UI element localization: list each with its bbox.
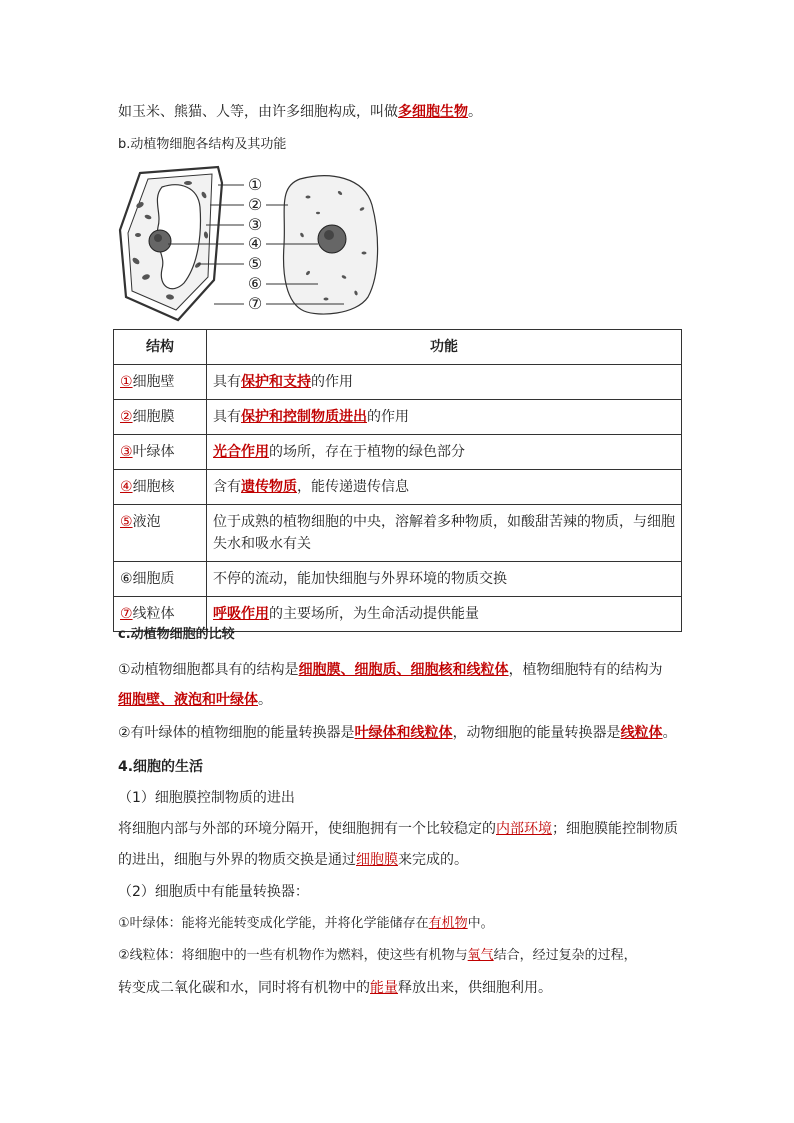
section-4-paragraph-5: 转变成二氧化碳和水，同时将有机物中的能量释放出来，供细胞利用。 (118, 980, 552, 996)
intro-keyword: 多细胞生物 (398, 104, 468, 120)
diagram-label: ① (247, 175, 263, 194)
column-header: 结构 (114, 330, 207, 365)
section-b-title: b.动植物细胞各结构及其功能 (118, 137, 287, 152)
section-4-paragraph-4: ②线粒体：将细胞中的一些有机物作为燃料，使这些有机物与氧气结合，经过复杂的过程， (118, 948, 637, 963)
table-row: ①细胞壁 具有保护和支持的作用 (114, 365, 682, 400)
table-header-row (114, 330, 682, 365)
section-4-title: 4.细胞的生活 (118, 759, 204, 775)
table-row: ③叶绿体 光合作用的场所，存在于植物的绿色部分 (114, 435, 682, 470)
section-4-paragraph-2: 的进出，细胞与外界的物质交换是通过细胞膜来完成的。 (118, 852, 468, 868)
section-c-paragraph-1-cont: 细胞壁、液泡和叶绿体。 (118, 692, 272, 708)
column-header: 功能 (207, 330, 682, 365)
table-row: ⑦线粒体 呼吸作用的主要场所，为生命活动提供能量 (114, 597, 682, 632)
diagram-label: ④ (247, 234, 263, 253)
table-row: ⑥细胞质 不停的流动，能加快细胞与外界环境的物质交换 (114, 562, 682, 597)
structure-function-table (113, 329, 682, 632)
diagram-label: ③ (247, 215, 263, 234)
table-row: ⑤液泡 位于成熟的植物细胞的中央，溶解着多种物质，如酸甜苦辣的物质，与细胞 失水和吸水有关 (114, 505, 682, 562)
diagram-label: ⑦ (247, 294, 263, 313)
table-row: ④细胞核 含有遗传物质，能传递遗传信息 (114, 470, 682, 505)
section-4-sub1: （1）细胞膜控制物质的进出 (118, 790, 295, 806)
section-c-paragraph-1: ①动植物细胞都具有的结构是细胞膜、细胞质、细胞核和线粒体，植物细胞特有的结构为 (118, 662, 663, 678)
cell-diagram (118, 165, 408, 325)
section-4-paragraph-1: 将细胞内部与外部的环境分隔开，使细胞拥有一个比较稳定的内部环境；细胞膜能控制物质 (118, 821, 678, 837)
section-c-paragraph-2: ②有叶绿体的植物细胞的能量转换器是叶绿体和线粒体，动物细胞的能量转换器是线粒体。 (118, 725, 677, 741)
section-4-paragraph-3: ①叶绿体：能将光能转变成化学能，并将化学能储存在有机物中。 (118, 916, 494, 931)
section-4-sub2: （2）细胞质中有能量转换器： (118, 884, 309, 900)
intro-paragraph: 如玉米、熊猫、人等，由许多细胞构成，叫做多细胞生物。 (118, 104, 482, 120)
section-c-title: c.动植物细胞的比较 (118, 627, 235, 642)
intro-text: 如玉米、熊猫、人等，由许多细胞构成，叫做 (118, 104, 398, 120)
diagram-label: ⑤ (247, 254, 263, 273)
table-row: ②细胞膜 具有保护和控制物质进出的作用 (114, 400, 682, 435)
diagram-label: ② (247, 195, 263, 214)
diagram-label: ⑥ (247, 274, 263, 293)
animal-cell (284, 176, 378, 314)
